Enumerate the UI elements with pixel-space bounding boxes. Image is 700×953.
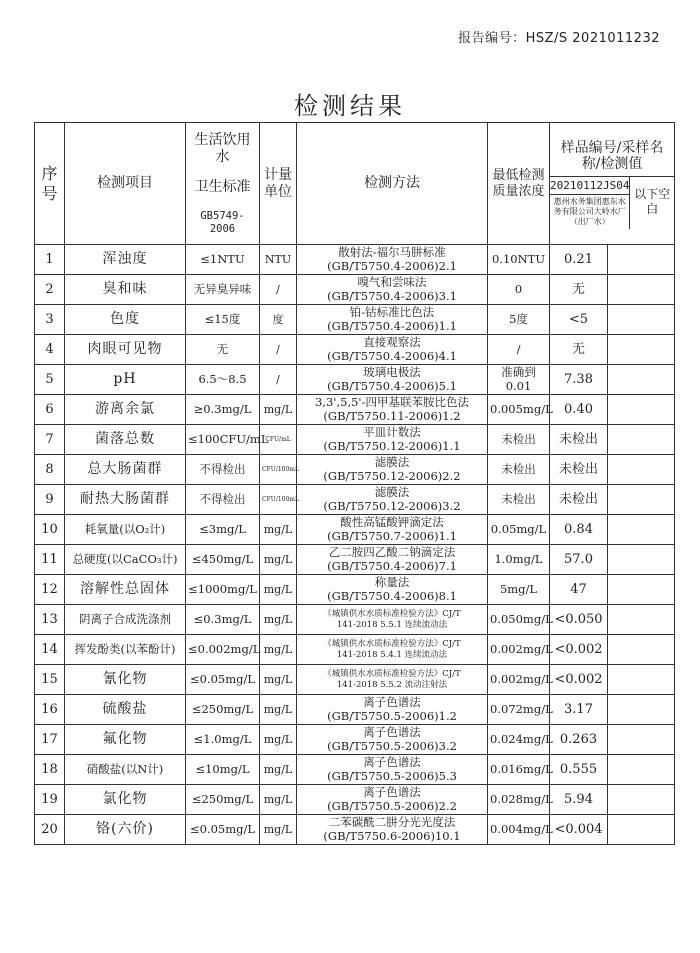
row-seq: 13 bbox=[35, 605, 65, 635]
row-value: 57.0 bbox=[550, 545, 608, 575]
row-item: 挥发酚类(以苯酚计) bbox=[65, 635, 186, 665]
row-seq: 8 bbox=[35, 455, 65, 485]
header-limit: 最低检测质量浓度 bbox=[488, 123, 550, 245]
row-method-standard: (GB/T5750.4-2006)7.1 bbox=[327, 558, 457, 573]
row-method bbox=[297, 785, 488, 815]
row-method-standard: (GB/T5750.6-2006)10.1 bbox=[323, 828, 461, 843]
row-method-name: 离子色谱法 bbox=[363, 724, 421, 739]
row-blank bbox=[608, 335, 675, 365]
report-number: 报告编号：HSZ/S 2021011232 bbox=[458, 31, 660, 46]
sample-label: 样品编号/采样名称/检测值 bbox=[550, 138, 674, 178]
row-value: 7.38 bbox=[550, 365, 608, 395]
row-seq: 3 bbox=[35, 305, 65, 335]
row-method bbox=[297, 395, 488, 425]
row-blank bbox=[608, 605, 675, 635]
row-value: <0.002 bbox=[550, 665, 608, 695]
row-blank bbox=[608, 485, 675, 515]
row-method bbox=[297, 305, 488, 335]
row-item: 铬(六价) bbox=[65, 815, 186, 845]
row-method-name: 离子色谱法 bbox=[363, 694, 421, 709]
row-item: 硫酸盐 bbox=[65, 695, 186, 725]
row-method-name: 离子色谱法 bbox=[363, 784, 421, 799]
row-unit: mg/L bbox=[260, 545, 297, 575]
row-unit: mg/L bbox=[260, 755, 297, 785]
row-limit: 0.002mg/L bbox=[488, 665, 550, 695]
row-seq: 16 bbox=[35, 695, 65, 725]
row-standard: 6.5～8.5 bbox=[186, 365, 260, 395]
row-value: 无 bbox=[550, 275, 608, 305]
row-method-standard: (GB/T5750.12-2006)3.2 bbox=[323, 498, 461, 513]
row-method-name: 散射法-福尔马肼标准 bbox=[338, 244, 446, 259]
row-seq: 18 bbox=[35, 755, 65, 785]
row-standard: ≤0.3mg/L bbox=[186, 605, 260, 635]
row-method-name: 直接观察法 bbox=[363, 334, 421, 349]
row-unit: mg/L bbox=[260, 665, 297, 695]
row-unit: / bbox=[260, 335, 297, 365]
table-row bbox=[35, 515, 675, 545]
row-limit: 0.004mg/L bbox=[488, 815, 550, 845]
row-value: 未检出 bbox=[550, 455, 608, 485]
row-seq: 7 bbox=[35, 425, 65, 455]
row-blank bbox=[608, 545, 675, 575]
row-method-name: 离子色谱法 bbox=[363, 754, 421, 769]
row-value: 0.84 bbox=[550, 515, 608, 545]
row-item: 浑浊度 bbox=[65, 245, 186, 275]
row-standard: ≤1NTU bbox=[186, 245, 260, 275]
row-limit: 0.050mg/L bbox=[488, 605, 550, 635]
row-blank bbox=[608, 395, 675, 425]
row-blank bbox=[608, 665, 675, 695]
row-standard: ≤3mg/L bbox=[186, 515, 260, 545]
row-method bbox=[297, 245, 488, 275]
row-seq: 14 bbox=[35, 635, 65, 665]
row-method bbox=[297, 665, 488, 695]
row-seq: 11 bbox=[35, 545, 65, 575]
row-standard: ≤1000mg/L bbox=[186, 575, 260, 605]
table-row bbox=[35, 425, 675, 455]
row-unit: mg/L bbox=[260, 725, 297, 755]
row-standard: ≤250mg/L bbox=[186, 695, 260, 725]
page-title: 检测结果 bbox=[294, 92, 406, 120]
row-blank bbox=[608, 785, 675, 815]
row-blank bbox=[608, 695, 675, 725]
row-method-name: 《城镇供水水质标准检验方法》CJ/T bbox=[323, 669, 461, 680]
row-limit: 0.005mg/L bbox=[488, 395, 550, 425]
row-limit: / bbox=[488, 335, 550, 365]
table-row bbox=[35, 575, 675, 605]
header-standard-line-3: GB5749-2006 bbox=[200, 210, 245, 235]
row-item: 总大肠菌群 bbox=[65, 455, 186, 485]
row-standard: ≤0.002mg/L bbox=[186, 635, 260, 665]
row-blank bbox=[608, 365, 675, 395]
table-row bbox=[35, 395, 675, 425]
row-item: 耐热大肠菌群 bbox=[65, 485, 186, 515]
row-limit: 0.10NTU bbox=[488, 245, 550, 275]
row-value: <0.050 bbox=[550, 605, 608, 635]
row-method-standard: (GB/T5750.4-2006)4.1 bbox=[327, 348, 457, 363]
sample-id-cell bbox=[550, 177, 630, 229]
row-method-name: 嗅气和尝味法 bbox=[357, 274, 427, 289]
row-method-name: 《城镇供水水质标准检验方法》CJ/T bbox=[323, 639, 461, 650]
row-limit: 1.0mg/L bbox=[488, 545, 550, 575]
row-method-standard: (GB/T5750.5-2006)5.3 bbox=[327, 768, 457, 783]
row-unit: / bbox=[260, 275, 297, 305]
table-row bbox=[35, 335, 675, 365]
row-unit: 度 bbox=[260, 305, 297, 335]
row-blank bbox=[608, 575, 675, 605]
row-method-name: 玻璃电极法 bbox=[363, 364, 421, 379]
row-unit: mg/L bbox=[260, 395, 297, 425]
table-row bbox=[35, 305, 675, 335]
row-method-standard: 141-2018 5.5.2 流动注射法 bbox=[336, 679, 448, 690]
row-unit: / bbox=[260, 365, 297, 395]
row-unit: mg/L bbox=[260, 635, 297, 665]
row-item: 溶解性总固体 bbox=[65, 575, 186, 605]
range-label: 以下空白 bbox=[634, 187, 671, 216]
row-limit: 0.05mg/L bbox=[488, 515, 550, 545]
row-seq: 2 bbox=[35, 275, 65, 305]
row-method-name: 滤膜法 bbox=[374, 454, 410, 469]
row-method-name: 乙二胺四乙酸二钠滴定法 bbox=[328, 544, 456, 559]
row-value: 0.555 bbox=[550, 755, 608, 785]
row-blank bbox=[608, 815, 675, 845]
row-value: 0.21 bbox=[550, 245, 608, 275]
header-standard-line-2: 卫生标准 bbox=[194, 179, 251, 196]
row-item: 氟化物 bbox=[65, 725, 186, 755]
row-blank bbox=[608, 305, 675, 335]
row-method bbox=[297, 575, 488, 605]
row-method-name: 滤膜法 bbox=[374, 484, 410, 499]
row-limit: 0.072mg/L bbox=[488, 695, 550, 725]
row-method bbox=[297, 605, 488, 635]
row-limit: 0.028mg/L bbox=[488, 785, 550, 815]
sample-id: 20210112JS04 bbox=[550, 177, 629, 195]
row-blank bbox=[608, 515, 675, 545]
row-limit: 0.002mg/L bbox=[488, 635, 550, 665]
row-seq: 9 bbox=[35, 485, 65, 515]
results-table bbox=[34, 122, 675, 845]
table-row bbox=[35, 725, 675, 755]
row-method-name: 3,3',5,5'-四甲基联苯胺比色法 bbox=[315, 394, 469, 409]
table-row bbox=[35, 245, 675, 275]
table-row bbox=[35, 605, 675, 635]
row-limit: 0.016mg/L bbox=[488, 755, 550, 785]
row-method-name: 酸性高锰酸钾滴定法 bbox=[340, 514, 444, 529]
row-seq: 19 bbox=[35, 785, 65, 815]
row-value: 0.40 bbox=[550, 395, 608, 425]
table-row bbox=[35, 365, 675, 395]
row-method-standard: (GB/T5750.7-2006)1.1 bbox=[327, 528, 457, 543]
row-item: 菌落总数 bbox=[65, 425, 186, 455]
row-seq: 4 bbox=[35, 335, 65, 365]
header-standard-line-1: 生活饮用水 bbox=[194, 131, 251, 165]
row-value: 47 bbox=[550, 575, 608, 605]
row-standard: ≤10mg/L bbox=[186, 755, 260, 785]
table-row bbox=[35, 815, 675, 845]
row-blank bbox=[608, 425, 675, 455]
row-limit: 5度 bbox=[488, 305, 550, 335]
row-blank bbox=[608, 755, 675, 785]
table-row bbox=[35, 545, 675, 575]
row-value: 3.17 bbox=[550, 695, 608, 725]
row-standard: 无 bbox=[186, 335, 260, 365]
row-method-standard: 141-2018 5.4.1 连续流动法 bbox=[336, 649, 448, 660]
row-item: 阴离子合成洗涤剂 bbox=[65, 605, 186, 635]
header-unit: 计量单位 bbox=[260, 123, 297, 245]
row-method bbox=[297, 275, 488, 305]
row-value: 无 bbox=[550, 335, 608, 365]
header-item: 检测项目 bbox=[65, 123, 186, 245]
row-item: 肉眼可见物 bbox=[65, 335, 186, 365]
table-row bbox=[35, 485, 675, 515]
table-row bbox=[35, 665, 675, 695]
row-method bbox=[297, 755, 488, 785]
row-method bbox=[297, 485, 488, 515]
row-seq: 10 bbox=[35, 515, 65, 545]
row-method-standard: (GB/T5750.11-2006)1.2 bbox=[323, 408, 461, 423]
row-unit: NTU bbox=[260, 245, 297, 275]
row-seq: 20 bbox=[35, 815, 65, 845]
row-blank bbox=[608, 635, 675, 665]
row-item: pH bbox=[65, 365, 186, 395]
row-unit: mg/L bbox=[260, 785, 297, 815]
row-method-standard: (GB/T5750.4-2006)1.1 bbox=[327, 318, 457, 333]
row-limit: 准确到0.01 bbox=[488, 365, 550, 395]
table-row bbox=[35, 785, 675, 815]
row-method bbox=[297, 545, 488, 575]
row-blank bbox=[608, 245, 675, 275]
row-seq: 1 bbox=[35, 245, 65, 275]
row-method bbox=[297, 515, 488, 545]
row-standard: ≤0.05mg/L bbox=[186, 665, 260, 695]
row-value: 0.263 bbox=[550, 725, 608, 755]
row-value: <0.004 bbox=[550, 815, 608, 845]
header-standard bbox=[186, 123, 260, 245]
row-method bbox=[297, 335, 488, 365]
table-row bbox=[35, 635, 675, 665]
row-value: <5 bbox=[550, 305, 608, 335]
row-unit: mg/L bbox=[260, 605, 297, 635]
row-standard: ≤15度 bbox=[186, 305, 260, 335]
row-standard: ≤450mg/L bbox=[186, 545, 260, 575]
row-blank bbox=[608, 725, 675, 755]
table-row bbox=[35, 755, 675, 785]
row-method-name: 平皿计数法 bbox=[363, 424, 421, 439]
row-limit: 未检出 bbox=[488, 455, 550, 485]
row-method-standard: (GB/T5750.5-2006)1.2 bbox=[327, 708, 457, 723]
row-unit: CFU/100mL bbox=[260, 485, 297, 515]
row-standard: ≤250mg/L bbox=[186, 785, 260, 815]
row-standard: ≥0.3mg/L bbox=[186, 395, 260, 425]
row-method bbox=[297, 815, 488, 845]
row-method bbox=[297, 425, 488, 455]
row-method-standard: (GB/T5750.4-2006)8.1 bbox=[327, 588, 457, 603]
row-unit: mg/L bbox=[260, 575, 297, 605]
row-standard: ≤1.0mg/L bbox=[186, 725, 260, 755]
row-seq: 5 bbox=[35, 365, 65, 395]
row-item: 色度 bbox=[65, 305, 186, 335]
row-seq: 17 bbox=[35, 725, 65, 755]
row-standard: 不得检出 bbox=[186, 485, 260, 515]
row-method-standard: (GB/T5750.4-2006)5.1 bbox=[327, 378, 457, 393]
row-standard: ≤0.05mg/L bbox=[186, 815, 260, 845]
row-method-standard: 141-2018 5.5.1 连续流动法 bbox=[336, 619, 448, 630]
row-method-standard: (GB/T5750.4-2006)2.1 bbox=[327, 258, 457, 273]
sample-location: 惠州水务集团惠东水务有限公司大岭水厂（出厂水） bbox=[553, 197, 626, 227]
row-method-standard: (GB/T5750.5-2006)2.2 bbox=[327, 798, 457, 813]
row-method bbox=[297, 455, 488, 485]
row-item: 氯化物 bbox=[65, 785, 186, 815]
table-header-row bbox=[35, 123, 675, 245]
row-method-standard: (GB/T5750.5-2006)3.2 bbox=[327, 738, 457, 753]
row-method-standard: (GB/T5750.12-2006)2.2 bbox=[323, 468, 461, 483]
header-seq: 序号 bbox=[35, 123, 65, 245]
row-method-standard: (GB/T5750.4-2006)3.1 bbox=[327, 288, 457, 303]
row-method bbox=[297, 365, 488, 395]
row-limit: 0.024mg/L bbox=[488, 725, 550, 755]
row-item: 氰化物 bbox=[65, 665, 186, 695]
table-row bbox=[35, 455, 675, 485]
row-seq: 15 bbox=[35, 665, 65, 695]
row-method-standard: (GB/T5750.12-2006)1.1 bbox=[323, 438, 461, 453]
row-value: 未检出 bbox=[550, 425, 608, 455]
table-row bbox=[35, 695, 675, 725]
row-unit: mg/L bbox=[260, 815, 297, 845]
row-limit: 未检出 bbox=[488, 485, 550, 515]
row-blank bbox=[608, 275, 675, 305]
row-standard: 无异臭异味 bbox=[186, 275, 260, 305]
row-value: 5.94 bbox=[550, 785, 608, 815]
row-item: 总硬度(以CaCO₃计) bbox=[65, 545, 186, 575]
row-item: 臭和味 bbox=[65, 275, 186, 305]
row-limit: 0 bbox=[488, 275, 550, 305]
header-sample bbox=[550, 123, 675, 245]
row-method-name: 称量法 bbox=[374, 574, 410, 589]
row-value: 未检出 bbox=[550, 485, 608, 515]
row-seq: 12 bbox=[35, 575, 65, 605]
row-limit: 未检出 bbox=[488, 425, 550, 455]
row-method-name: 《城镇供水水质标准检验方法》CJ/T bbox=[323, 609, 461, 620]
header-method: 检测方法 bbox=[297, 123, 488, 245]
row-unit: CFU/100mL bbox=[260, 455, 297, 485]
row-value: <0.002 bbox=[550, 635, 608, 665]
row-method-name: 二苯碳酰二肼分光光度法 bbox=[328, 814, 456, 829]
row-limit: 5mg/L bbox=[488, 575, 550, 605]
row-unit: mg/L bbox=[260, 515, 297, 545]
row-method-name: 铂-钴标准比色法 bbox=[349, 304, 435, 319]
row-item: 硝酸盐(以N计) bbox=[65, 755, 186, 785]
row-standard: ≤100CFU/mL bbox=[186, 425, 260, 455]
row-method bbox=[297, 725, 488, 755]
row-unit: CFU/mL bbox=[260, 425, 297, 455]
table-row bbox=[35, 275, 675, 305]
row-seq: 6 bbox=[35, 395, 65, 425]
row-item: 耗氧量(以O₂计) bbox=[65, 515, 186, 545]
row-blank bbox=[608, 455, 675, 485]
row-item: 游离余氯 bbox=[65, 395, 186, 425]
row-unit: mg/L bbox=[260, 695, 297, 725]
row-method bbox=[297, 635, 488, 665]
row-standard: 不得检出 bbox=[186, 455, 260, 485]
row-method bbox=[297, 695, 488, 725]
